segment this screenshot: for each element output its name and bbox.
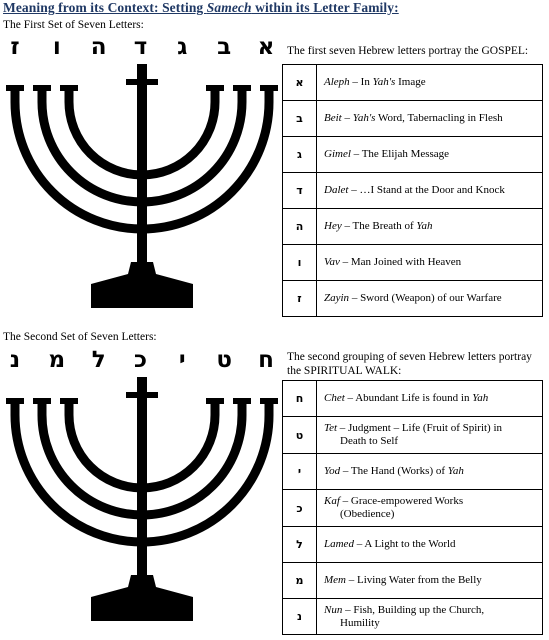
letter-glyph: א [283,65,317,101]
letter-glyph: ז [283,281,317,317]
table-row [283,65,543,101]
set2-table [282,380,543,635]
letter-desc: Hey – The Breath of Yah [317,209,543,245]
set2-letter-3: ל [91,347,106,373]
letter-desc: Dalet – …I Stand at the Door and Knock [317,173,543,209]
menorah-2 [3,375,283,635]
set1-table [282,64,543,317]
menorah-1-cup [233,85,251,91]
table-row [283,563,543,599]
menorah-2-cup [233,398,251,404]
set2-letter-1: נ [9,347,21,373]
menorah-1-cup [33,85,51,91]
letter-glyph: ב [283,101,317,137]
set2-letter-5: י [178,347,186,373]
letter-desc: Lamed – A Light to the World [317,527,543,563]
set1-intro: The first seven Hebrew letters portray the GOSPEL: [287,45,529,57]
menorah-2-top-crossbar [126,392,158,398]
page-title: Meaning from its Context: Setting Samech within its Letter Family: [3,0,399,15]
set2-letter-7: ח [258,347,274,373]
letter-desc: Tet – Judgment – Life (Fruit of Spirit) in Death to Self [317,417,543,454]
letter-glyph: ד [283,173,317,209]
menorah-1-cup [206,85,224,91]
letter-glyph: ט [283,417,317,454]
set2-letter-4: כ [133,347,147,373]
letter-desc: Chet – Abundant Life is found in Yah [317,381,543,417]
letter-glyph: נ [283,599,317,635]
table-row [283,173,543,209]
letter-glyph: ה [283,209,317,245]
letter-desc: Nun – Fish, Building up the Church, Humility [317,599,543,635]
letter-glyph: ח [283,381,317,417]
letter-glyph: כ [283,490,317,527]
letter-desc: Beit – Yah's Word, Tabernacling in Flesh [317,101,543,137]
letter-desc: Zayin – Sword (Weapon) of our Warfare [317,281,543,317]
menorah-2-cup [33,398,51,404]
set1-letter-6: ב [217,34,232,60]
set2-label: The Second Set of Seven Letters: [3,331,157,343]
menorah-1-base [91,262,193,308]
letter-glyph: י [283,454,317,490]
letter-desc: Vav – Man Joined with Heaven [317,245,543,281]
letter-desc: Mem – Living Water from the Belly [317,563,543,599]
set2-letter-2: מ [48,347,66,373]
set2-intro: The second grouping of seven Hebrew letters portray the SPIRITUAL WALK: [287,351,532,377]
set1-letter-2: ו [52,34,61,60]
table-row [283,137,543,173]
menorah-2-cup [60,398,78,404]
set1-letter-7: א [257,34,275,60]
letter-desc: Aleph – In Yah's Image [317,65,543,101]
set1-letter-5: ג [177,34,188,60]
table-row [283,527,543,563]
letter-glyph: מ [283,563,317,599]
menorah-1-top-crossbar [126,79,158,85]
table-row [283,490,543,527]
menorah-1-cup [260,85,278,91]
table-row [283,209,543,245]
letter-glyph: ו [283,245,317,281]
table-row [283,245,543,281]
letter-desc: Yod – The Hand (Works) of Yah [317,454,543,490]
table-row [283,281,543,317]
menorah-1-cup [60,85,78,91]
set2-letter-6: ט [216,347,232,373]
table-row [283,101,543,137]
letter-glyph: ל [283,527,317,563]
set1-letter-4: ד [133,34,148,60]
menorah-2-base [91,575,193,621]
letter-glyph: ג [283,137,317,173]
set1-letter-1: ז [10,34,20,60]
menorah-2-cup [260,398,278,404]
table-row [283,417,543,454]
menorah-2-cup [6,398,24,404]
menorah-1-cup [6,85,24,91]
set2-letter-row [6,346,275,374]
set1-label: The First Set of Seven Letters: [3,19,144,31]
set1-letter-3: ה [90,34,107,60]
menorah-1 [3,62,283,322]
table-row [283,454,543,490]
letter-desc: Kaf – Grace-empowered Works (Obedience) [317,490,543,527]
table-row [283,599,543,635]
menorah-2-center-stem [137,377,147,582]
menorah-2-cup [206,398,224,404]
table-row [283,381,543,417]
menorah-1-center-stem [137,64,147,269]
set1-letter-row [6,33,275,61]
letter-desc: Gimel – The Elijah Message [317,137,543,173]
